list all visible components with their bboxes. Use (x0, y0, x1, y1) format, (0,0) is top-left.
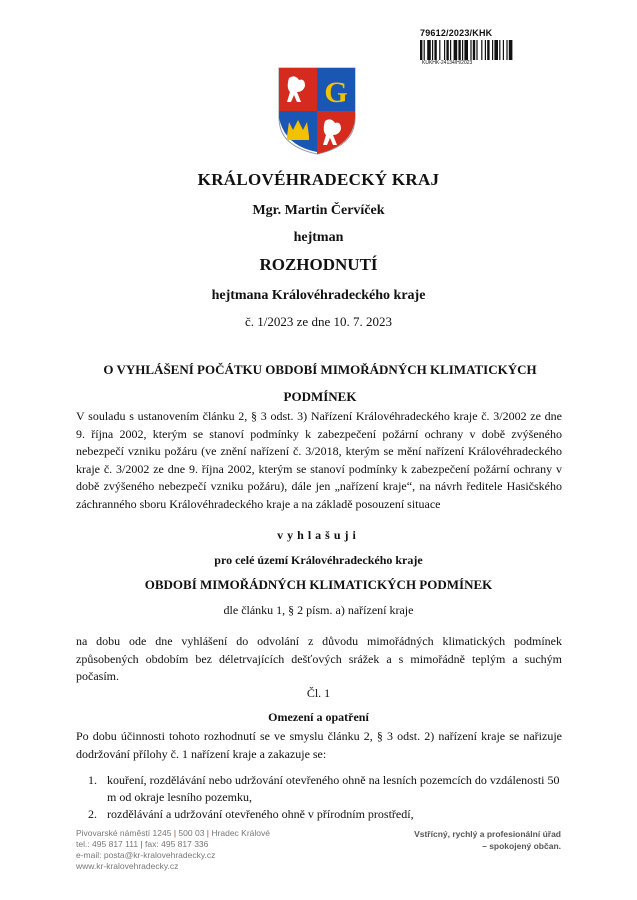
footer-email[interactable]: e-mail: posta@kr-kralovehradecky.cz (76, 850, 216, 860)
list-item-text: rozdělávání a udržování otevřeného ohně v přírodním prostředí, (107, 807, 414, 821)
declaration: vyhlašuji (277, 528, 360, 542)
footer-zip: 500 03 (178, 828, 205, 838)
footer-contact: Pivovarské náměstí 1245 | 500 03 | Hradec Králové tel.: 495 817 111 | fax: 495 817 336 e-mail: posta@kr-kralovehradecky.cz www.kr-kralovehradecky.cz (76, 828, 270, 871)
list-item (82, 772, 562, 805)
list-item (82, 806, 562, 823)
footer-slogan-line2: – spokojený občan. (482, 841, 561, 851)
duration-paragraph: na dobu ode dne vyhlášení do odvolání z důvodu mimořádných klimatických podmínek způsobených obdobím bez déletrvajících dešťových srážek a s mimořádně teplým a suchým počasím. (76, 634, 562, 683)
declared-period: OBDOBÍ MIMOŘÁDNÝCH KLIMATICKÝCH PODMÍNEK (144, 577, 493, 592)
decision-subtitle: hejtmana Královéhradeckého kraje (211, 288, 426, 303)
list-item-number: 2. (88, 807, 97, 821)
coat-of-arms-icon (277, 66, 357, 156)
declaration-scope: pro celé území Královéhradeckého kraje (214, 553, 423, 567)
region-title: KRÁLOVÉHRADECKÝ KRAJ (197, 170, 440, 189)
barcode (420, 40, 553, 60)
decision-heading: ROZHODNUTÍ (259, 255, 378, 274)
footer-web[interactable]: www.kr-kralovehradecky.cz (76, 861, 179, 871)
footer-city: Hradec Králové (211, 828, 270, 838)
list-item-number: 1. (88, 773, 97, 787)
legal-basis: dle článku 1, § 2 písm. a) nařízení kraje (223, 603, 414, 617)
prohibitions-list (82, 772, 562, 824)
barcode-text: KUKHK-24134/H/2023 (422, 60, 473, 66)
official-name: Mgr. Martin Červíček (252, 203, 385, 218)
decision-number-date: č. 1/2023 ze dne 10. 7. 2023 (245, 314, 392, 329)
footer-phone: tel.: 495 817 111 (76, 839, 139, 849)
document-number: 79612/2023/KHK (420, 28, 493, 38)
footer-street: Pivovarské náměstí 1245 (76, 828, 172, 838)
footer-fax: fax: 495 817 336 (145, 839, 209, 849)
list-item-text: kouření, rozdělávání nebo udržování otevřeného ohně na lesních pozemcích do vzdálenosti 50 m od okraje lesního pozemku, (107, 773, 560, 804)
article-paragraph: Po dobu účinnosti tohoto rozhodnutí se ve smyslu článku 2, § 3 odst. 2) nařízení kraje se nařizuje dodržování přílohy č. 1 nařízení kraje a zakazuje se: (76, 729, 562, 761)
svg-text:G: G (324, 76, 348, 109)
article-number: Čl. 1 (306, 686, 331, 700)
intro-paragraph: V souladu s ustanovením článku 2, § 3 odst. 3) Nařízení Královéhradeckého kraje č. 3/2002 ze dne 9. října 2002, kterým se stanoví podmínky k zabezpečení požární ochrany v době zvýšeného nebezpečí vzniku požáru (ve znění nařízení č. 3/2018, kterým se mění nařízení Královéhradeckého kraje č. 3/2002 ze dne 9. října 2002, kterým se stanoví podmínky k zabezpečení požární ochrany v době zvýšeného nebezpečí vzniku požáru), dále jen „nařízení kraje“, na návrh ředitele Hasičského záchranného sboru Královéhradeckého kraje a na základě posouzení situace (76, 409, 562, 511)
footer-slogan-line1: Vstřícný, rychlý a profesionální úřad (414, 829, 561, 839)
decision-subject: O VYHLÁŠENÍ POČÁTKU OBDOBÍ MIMOŘÁDNÝCH KLIMATICKÝCH PODMÍNEK (103, 362, 537, 404)
official-role: hejtman (293, 230, 344, 245)
footer-slogan (414, 828, 561, 852)
article-title: Omezení a opatření (268, 710, 369, 724)
